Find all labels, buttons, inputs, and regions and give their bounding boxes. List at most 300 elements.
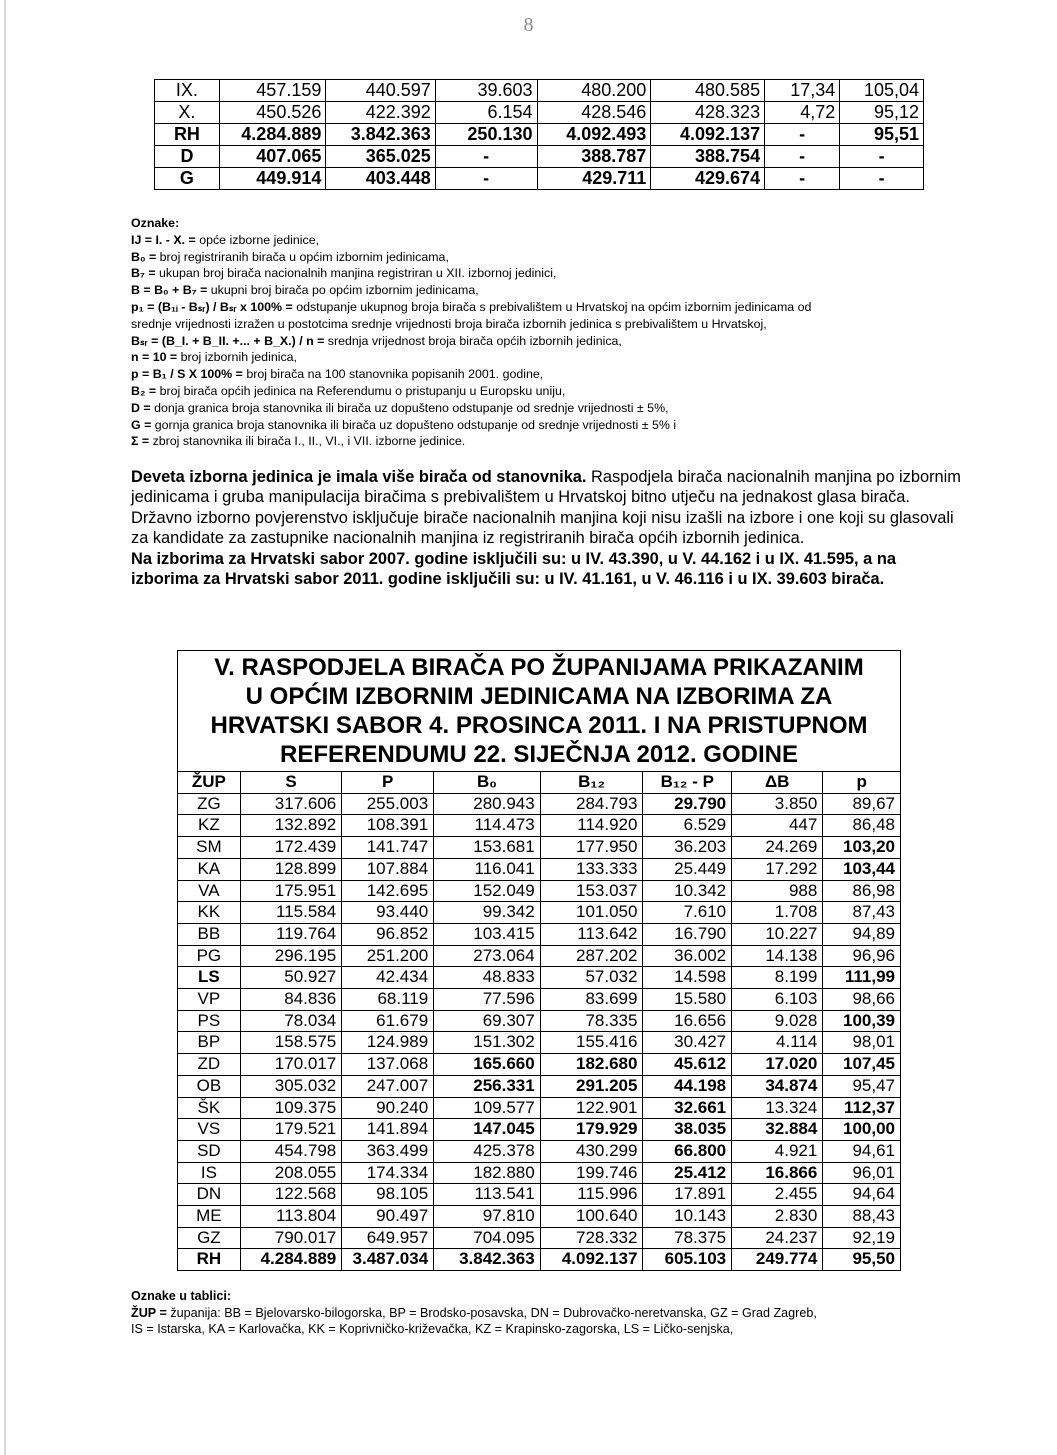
electoral-units-table	[154, 79, 924, 190]
table-cell: 199.746	[540, 1162, 643, 1184]
table-cell: 44.198	[643, 1075, 732, 1097]
table-cell: 133.333	[540, 858, 643, 880]
table-cell: 103.415	[434, 923, 541, 945]
table-cell: 3.487.034	[342, 1249, 434, 1271]
legend-item	[131, 316, 971, 333]
table-cell: 273.064	[434, 945, 541, 967]
table-header-row	[178, 772, 901, 794]
table-cell: 296.195	[240, 945, 341, 967]
table-cell: 61.679	[342, 1010, 434, 1032]
legend-symbol: p = B₁ / S X 100% =	[131, 367, 243, 382]
table-cell: 365.025	[326, 146, 435, 168]
table-cell: 32.661	[643, 1097, 732, 1119]
table-cell: 137.068	[342, 1054, 434, 1076]
table-cell: 251.200	[342, 945, 434, 967]
table-row	[178, 1032, 901, 1054]
table-cell: 440.597	[326, 80, 435, 102]
table-cell: 4.092.137	[651, 124, 765, 146]
table-cell: 7.610	[643, 902, 732, 924]
table-cell: 6.103	[732, 989, 823, 1011]
table-cell: 450.526	[219, 102, 326, 124]
table-row	[155, 124, 924, 146]
paragraph-body: Raspodjela birača nacionalnih manjina po izbornim jedinicama i gruba manipulacija biračima s prebivalištem u Hrvatskoj bitno utječu na jednakost glasa birača. Državno izborno povjerenstvo isključuje birače nacionalnih manjina koji nisu izašli na izbore i one koji su glasovali za kandidate za zastupnike nacionalnih manjina iz registriranih birača općih izbornih jedinica.	[131, 468, 961, 548]
table-cell: 105,04	[840, 80, 924, 102]
table-cell: 430.299	[540, 1140, 643, 1162]
legend-item	[131, 400, 971, 417]
table-cell: 649.957	[342, 1227, 434, 1249]
county-code: OB	[178, 1075, 241, 1097]
table-cell: 4.921	[732, 1140, 823, 1162]
table-cell: 407.065	[219, 146, 326, 168]
table-cell: 8.199	[732, 967, 823, 989]
legend-title: Oznake:	[131, 216, 180, 230]
table-cell: 122.568	[240, 1184, 341, 1206]
table-cell: 170.017	[240, 1054, 341, 1076]
table-cell: 98.105	[342, 1184, 434, 1206]
table-cell: 50.927	[240, 967, 341, 989]
legend-item	[131, 366, 971, 383]
table-cell: 94,89	[823, 923, 901, 945]
notes-title: Oznake u tablici:	[131, 1289, 232, 1303]
legend-symbol: B = B₀ + B₇ =	[131, 283, 208, 298]
table-cell: 155.416	[540, 1032, 643, 1054]
table-cell: 2.455	[732, 1184, 823, 1206]
legend-symbol: Σ =	[131, 434, 150, 449]
legend-text: zbroj stanovnika ili birača I., II., VI., i VII. izborne jedinice.	[149, 434, 466, 449]
table-cell: 83.699	[540, 989, 643, 1011]
table-cell: 174.334	[342, 1162, 434, 1184]
table-cell: 151.302	[434, 1032, 541, 1054]
page-left-edge	[4, 0, 6, 1455]
table-cell: 84.836	[240, 989, 341, 1011]
legend-text: gornja granica broja stanovnika ili birača uz dopušteno odstupanje od srednje vrijednosti ± 5% i	[151, 417, 677, 432]
table-cell: 90.240	[342, 1097, 434, 1119]
table-cell: 175.951	[240, 880, 341, 902]
header-cell: B₁₂ - P	[643, 772, 732, 794]
header-cell: p	[823, 772, 901, 794]
table-cell: 4.092.137	[540, 1249, 643, 1271]
legend-text: srednja vrijednost broja birača općih izbornih jedinica,	[324, 333, 622, 348]
table-cell: 172.439	[240, 837, 341, 859]
table-cell: 4.284.889	[219, 124, 326, 146]
table-cell: 6.529	[643, 815, 732, 837]
page-number: 8	[523, 14, 534, 36]
table-cell: 988	[732, 880, 823, 902]
table-cell: 284.793	[540, 793, 643, 815]
table-cell: 182.880	[434, 1162, 541, 1184]
table-cell: 447	[732, 815, 823, 837]
table-cell: 457.159	[219, 80, 326, 102]
table-cell: 113.804	[240, 1206, 341, 1228]
county-code: BB	[178, 923, 241, 945]
legend-text: broj registriranih birača u općim izbornim jedinicama,	[156, 249, 449, 264]
county-code: SD	[178, 1140, 241, 1162]
table-cell: 17,34	[765, 80, 840, 102]
county-distribution-table	[177, 650, 901, 1271]
county-code: KA	[178, 858, 241, 880]
county-code: BP	[178, 1032, 241, 1054]
table-cell: 429.674	[651, 168, 765, 190]
table-row	[178, 1075, 901, 1097]
table-cell: 247.007	[342, 1075, 434, 1097]
table-cell: 280.943	[434, 793, 541, 815]
table-cell: 66.800	[643, 1140, 732, 1162]
table-cell: 114.473	[434, 815, 541, 837]
table-cell: 152.049	[434, 880, 541, 902]
table-cell: 114.920	[540, 815, 643, 837]
table-cell: 78.335	[540, 1010, 643, 1032]
table-cell: 4,72	[765, 102, 840, 124]
table-cell: 153.681	[434, 837, 541, 859]
table-cell: 14.138	[732, 945, 823, 967]
table-cell: 100.640	[540, 1206, 643, 1228]
county-code: ŠK	[178, 1097, 241, 1119]
table-cell: 112,37	[823, 1097, 901, 1119]
table-cell: 124.989	[342, 1032, 434, 1054]
table-cell: 93.440	[342, 902, 434, 924]
legend-symbol: Bₛᵣ = (B_I. + B_II. +... + B_X.) / n =	[131, 333, 325, 348]
legend	[131, 215, 971, 450]
header-cell: B₀	[434, 772, 541, 794]
table-row	[178, 1206, 901, 1228]
legend-symbol: B₇ =	[131, 266, 156, 281]
table-cell: 25.412	[643, 1162, 732, 1184]
table-cell: 89,67	[823, 793, 901, 815]
legend-item	[131, 282, 971, 299]
county-code: PG	[178, 945, 241, 967]
body-text	[131, 467, 961, 589]
table-cell: 45.612	[643, 1054, 732, 1076]
table-row	[178, 1097, 901, 1119]
table-cell: 95,12	[840, 102, 924, 124]
table-cell: 291.205	[540, 1075, 643, 1097]
table-row	[155, 102, 924, 124]
table-cell: 605.103	[643, 1249, 732, 1271]
table-cell: 94,61	[823, 1140, 901, 1162]
table-cell: 115.996	[540, 1184, 643, 1206]
table-cell: 10.342	[643, 880, 732, 902]
table-cell: 208.055	[240, 1162, 341, 1184]
table-cell: 119.764	[240, 923, 341, 945]
table-cell: 179.521	[240, 1119, 341, 1141]
table-cell: 728.332	[540, 1227, 643, 1249]
table-cell: 428.323	[651, 102, 765, 124]
table-cell: 2.830	[732, 1206, 823, 1228]
table-cell: 38.035	[643, 1119, 732, 1141]
legend-item	[131, 232, 971, 249]
legend-item	[131, 349, 971, 366]
table-cell: 16.656	[643, 1010, 732, 1032]
legend-text: odstupanje ukupnog broja birača s prebivalištem u Hrvatskoj na općim izbornim jedinicama od	[292, 299, 812, 314]
table-notes	[131, 1288, 991, 1338]
table-cell: 88,43	[823, 1206, 901, 1228]
table-row	[178, 902, 901, 924]
legend-item	[131, 417, 971, 434]
table-cell: 32.884	[732, 1119, 823, 1141]
table-cell: 158.575	[240, 1032, 341, 1054]
notes-line-1-text: županija: BB = Bjelovarsko-bilogorska, BP = Brodsko-posavska, DN = Dubrovačko-neretvanska, GZ = Grad Zagreb,	[166, 1305, 817, 1320]
county-code: GZ	[178, 1227, 241, 1249]
paragraph-1	[131, 467, 961, 549]
notes-line-2: IS = Istarska, KA = Karlovačka, KK = Koprivničko-križevačka, KZ = Krapinsko-zagorska, LS = Ličko-senjska,	[131, 1322, 734, 1336]
table-cell: 95,47	[823, 1075, 901, 1097]
legend-item	[131, 265, 971, 282]
table-cell: 704.095	[434, 1227, 541, 1249]
table-cell: 179.929	[540, 1119, 643, 1141]
table-cell: 107,45	[823, 1054, 901, 1076]
table-cell: 4.284.889	[240, 1249, 341, 1271]
table-cell: 108.391	[342, 815, 434, 837]
table-cell: 1.708	[732, 902, 823, 924]
table-row	[178, 1249, 901, 1271]
legend-item	[131, 249, 971, 266]
table-cell: 480.200	[537, 80, 651, 102]
table-cell: 97.810	[434, 1206, 541, 1228]
table-cell: 78.375	[643, 1227, 732, 1249]
county-code: IS	[178, 1162, 241, 1184]
county-code: ZD	[178, 1054, 241, 1076]
table-cell: 25.449	[643, 858, 732, 880]
table-row	[155, 80, 924, 102]
table-row	[178, 1010, 901, 1032]
legend-item	[131, 299, 971, 316]
county-code: DN	[178, 1184, 241, 1206]
row-label: X.	[155, 102, 220, 124]
legend-symbol: B₀ =	[131, 249, 157, 264]
county-code: ZG	[178, 793, 241, 815]
legend-text: donja granica broja stanovnika ili birača uz dopušteno odstupanje od srednje vrijednosti ± 5%,	[150, 400, 669, 415]
table-cell: 4.114	[732, 1032, 823, 1054]
table-cell: 147.045	[434, 1119, 541, 1141]
legend-symbol: B₂ =	[131, 383, 157, 398]
table-cell: 177.950	[540, 837, 643, 859]
header-cell: P	[342, 772, 434, 794]
table-cell: 403.448	[326, 168, 435, 190]
table-cell: 98,01	[823, 1032, 901, 1054]
county-code: KZ	[178, 815, 241, 837]
table-cell: 99.342	[434, 902, 541, 924]
table-cell: 9.028	[732, 1010, 823, 1032]
legend-symbol: D =	[131, 400, 151, 415]
table-row	[178, 1227, 901, 1249]
table-cell: 165.660	[434, 1054, 541, 1076]
table-cell: 96,96	[823, 945, 901, 967]
notes-line-1	[131, 1305, 991, 1322]
table-cell: 317.606	[240, 793, 341, 815]
table-row	[178, 858, 901, 880]
table-cell: 95,50	[823, 1249, 901, 1271]
table-cell: 78.034	[240, 1010, 341, 1032]
table-cell: 790.017	[240, 1227, 341, 1249]
table-title-line: REFERENDUMU 22. SIJEČNJA 2012. GODINE	[280, 741, 798, 768]
table-cell: 250.130	[435, 124, 537, 146]
table-cell: 113.642	[540, 923, 643, 945]
table-row	[178, 1119, 901, 1141]
table-cell: 96,01	[823, 1162, 901, 1184]
table-cell: 109.375	[240, 1097, 341, 1119]
table-cell: 42.434	[342, 967, 434, 989]
row-label: RH	[155, 124, 220, 146]
county-code: SM	[178, 837, 241, 859]
table-cell: 100,00	[823, 1119, 901, 1141]
table-row	[178, 1140, 901, 1162]
legend-symbol: IJ = I. - X. =	[131, 232, 196, 247]
table-cell: 90.497	[342, 1206, 434, 1228]
legend-item	[131, 383, 971, 400]
table-cell: -	[435, 146, 537, 168]
table-cell: -	[765, 124, 840, 146]
table-cell: 16.790	[643, 923, 732, 945]
table-cell: 6.154	[435, 102, 537, 124]
table-cell: 39.603	[435, 80, 537, 102]
table-cell: 388.754	[651, 146, 765, 168]
county-code: VP	[178, 989, 241, 1011]
legend-text: broj izbornih jedinica,	[177, 350, 297, 365]
table-cell: 3.842.363	[434, 1249, 541, 1271]
table-cell: 182.680	[540, 1054, 643, 1076]
row-label: D	[155, 146, 220, 168]
table-cell: 101.050	[540, 902, 643, 924]
table-cell: 107.884	[342, 858, 434, 880]
table-cell: 17.292	[732, 858, 823, 880]
table-cell: 15.580	[643, 989, 732, 1011]
legend-symbol: p₁ = (B₁ᵢ - Bₛᵣ) / Bₛᵣ x 100% =	[131, 299, 293, 314]
header-cell: ΔB	[732, 772, 823, 794]
table-cell: 24.269	[732, 837, 823, 859]
table-cell: 57.032	[540, 967, 643, 989]
table-row	[155, 168, 924, 190]
table-cell: 103,44	[823, 858, 901, 880]
header-cell: S	[240, 772, 341, 794]
table-cell: 87,43	[823, 902, 901, 924]
legend-text: broj birača općih jedinica na Referendumu o pristupanju u Europsku uniju,	[156, 383, 566, 398]
table-title-line: U OPĆIM IZBORNIM JEDINICAMA NA IZBORIMA ZA	[245, 683, 833, 710]
row-label: G	[155, 168, 220, 190]
table-cell: 98,66	[823, 989, 901, 1011]
table-cell: 287.202	[540, 945, 643, 967]
table-cell: 3.842.363	[326, 124, 435, 146]
table-cell: 77.596	[434, 989, 541, 1011]
county-code: LS	[178, 967, 241, 989]
table-cell: 86,48	[823, 815, 901, 837]
county-code: KK	[178, 902, 241, 924]
county-code: VS	[178, 1119, 241, 1141]
table-cell: 305.032	[240, 1075, 341, 1097]
legend-items	[131, 232, 971, 450]
table-cell: 4.092.493	[537, 124, 651, 146]
table-cell: 24.237	[732, 1227, 823, 1249]
table-cell: 153.037	[540, 880, 643, 902]
table-cell: 115.584	[240, 902, 341, 924]
county-code: VA	[178, 880, 241, 902]
header-cell: B₁₂	[540, 772, 643, 794]
row-label: IX.	[155, 80, 220, 102]
legend-text: ukupni broj birača po općim izbornim jedinicama,	[207, 283, 479, 298]
table-cell: 29.790	[643, 793, 732, 815]
table-cell: 388.787	[537, 146, 651, 168]
table-cell: 10.227	[732, 923, 823, 945]
table-cell: 10.143	[643, 1206, 732, 1228]
table-row	[178, 923, 901, 945]
table-row	[155, 146, 924, 168]
table-row	[178, 815, 901, 837]
table-cell: 3.850	[732, 793, 823, 815]
table-cell: -	[765, 168, 840, 190]
county-code: RH	[178, 1249, 241, 1271]
table-row	[178, 1184, 901, 1206]
table-cell: -	[765, 146, 840, 168]
table-cell: -	[435, 168, 537, 190]
table-cell: 256.331	[434, 1075, 541, 1097]
table-cell: 30.427	[643, 1032, 732, 1054]
table-cell: 116.041	[434, 858, 541, 880]
table-cell: 36.203	[643, 837, 732, 859]
table-cell: 36.002	[643, 945, 732, 967]
table-cell: 449.914	[219, 168, 326, 190]
paragraph-lead: Deveta izborna jedinica je imala više birača od stanovnika.	[131, 468, 587, 486]
table-cell: 100,39	[823, 1010, 901, 1032]
county-code: PS	[178, 1010, 241, 1032]
table-title	[178, 651, 901, 772]
table-cell: 425.378	[434, 1140, 541, 1162]
table-cell: 363.499	[342, 1140, 434, 1162]
paragraph-2: Na izborima za Hrvatski sabor 2007. godine isključili su: u IV. 43.390, u V. 44.162 i u IX. 41.595, a na izborima za Hrvatski sabor 2011. godine isključili su: u IV. 41.161, u V. 46.116 i u IX. 39.603 birača.	[131, 549, 896, 589]
table-row	[178, 837, 901, 859]
table-cell: 454.798	[240, 1140, 341, 1162]
table-cell: -	[840, 168, 924, 190]
table-title-line: V. RASPODJELA BIRAČA PO ŽUPANIJAMA PRIKAZANIM	[214, 654, 864, 681]
table-cell: 92,19	[823, 1227, 901, 1249]
table-cell: 111,99	[823, 967, 901, 989]
table-row	[178, 945, 901, 967]
table-cell: 128.899	[240, 858, 341, 880]
table-row	[178, 989, 901, 1011]
legend-text: broj birača na 100 stanovnika popisanih 2001. godine,	[242, 367, 544, 382]
table-cell: 122.901	[540, 1097, 643, 1119]
legend-text: opće izborne jedinice,	[195, 232, 320, 247]
table-cell: 109.577	[434, 1097, 541, 1119]
table-row	[178, 880, 901, 902]
legend-symbol: n = 10 =	[131, 350, 178, 365]
table-cell: 142.695	[342, 880, 434, 902]
table-cell: 34.874	[732, 1075, 823, 1097]
table-cell: -	[840, 146, 924, 168]
table-row	[178, 967, 901, 989]
table-cell: 86,98	[823, 880, 901, 902]
table-cell: 113.541	[434, 1184, 541, 1206]
table-cell: 48.833	[434, 967, 541, 989]
table-cell: 14.598	[643, 967, 732, 989]
table-title-line: HRVATSKI SABOR 4. PROSINCA 2011. I NA PRISTUPNOM	[210, 712, 868, 739]
table-cell: 69.307	[434, 1010, 541, 1032]
table-cell: 94,64	[823, 1184, 901, 1206]
legend-item	[131, 333, 971, 350]
table-cell: 103,20	[823, 837, 901, 859]
table-cell: 132.892	[240, 815, 341, 837]
county-code: ME	[178, 1206, 241, 1228]
table-cell: 255.003	[342, 793, 434, 815]
table-cell: 141.894	[342, 1119, 434, 1141]
header-cell: ŽUP	[178, 772, 241, 794]
legend-symbol: G =	[131, 417, 152, 432]
table-cell: 249.774	[732, 1249, 823, 1271]
table-cell: 17.020	[732, 1054, 823, 1076]
legend-item	[131, 433, 971, 450]
table-cell: 13.324	[732, 1097, 823, 1119]
table-row	[178, 1054, 901, 1076]
legend-text: ukupan broj birača nacionalnih manjina registriran u XII. izbornoj jedinici,	[155, 266, 557, 281]
table-cell: 480.585	[651, 80, 765, 102]
